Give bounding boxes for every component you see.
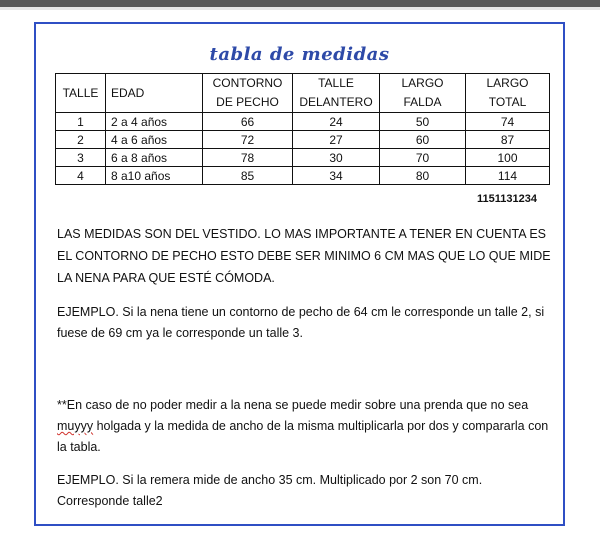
example-note-2: EJEMPLO. Si la remera mide de ancho 35 cm. Multiplicado por 2 son 70 cm. Corresponde talle2 [57, 473, 483, 508]
cell-talle: 2 [56, 131, 106, 149]
cell-largo-falda: 50 [380, 113, 466, 131]
cell-contorno: 85 [203, 167, 293, 185]
cell-talle-delantero: 30 [293, 149, 380, 167]
table-header-row [56, 74, 550, 113]
top-bar [0, 0, 600, 7]
cell-talle: 3 [56, 149, 106, 167]
size-chart-frame [34, 22, 565, 526]
header-largo-falda: LARGO FALDA [380, 74, 466, 113]
table-row [56, 131, 550, 149]
page-title: tabla de medidas [209, 44, 390, 65]
spellcheck-word: muyyy [57, 419, 94, 433]
header-edad: EDAD [106, 74, 203, 113]
header-contorno-pecho: CONTORNO DE PECHO [203, 74, 293, 113]
header-talle: TALLE [56, 74, 106, 113]
cell-largo-falda: 70 [380, 149, 466, 167]
top-bar-shadow [0, 7, 600, 10]
cell-largo-total: 74 [466, 113, 550, 131]
example-note-1: EJEMPLO. Si la nena tiene un contorno de pecho de 64 cm le corresponde un talle 2, si fuese de 69 cm ya le corresponde un talle 3. [57, 305, 545, 340]
header-largo-total: LARGO TOTAL [466, 74, 550, 113]
cell-talle-delantero: 24 [293, 113, 380, 131]
garment-measure-note: **En caso de no poder medir a la nena se puede medir sobre una prenda que no sea muyyy holgada y la medida de ancho de la misma multiplicarla por dos y compararla con la tabla. [57, 398, 549, 454]
measurement-note: LAS MEDIDAS SON DEL VESTIDO. LO MAS IMPORTANTE A TENER EN CUENTA ES EL CONTORNO DE PECHO ESTO DEBE SER MINIMO 6 CM MAS QUE LO QUE MIDE LA NENA PARA QUE ESTÉ CÓMODA. [57, 227, 551, 285]
cell-edad: 4 a 6 años [106, 131, 203, 149]
cell-talle-delantero: 27 [293, 131, 380, 149]
cell-edad: 2 a 4 años [106, 113, 203, 131]
cell-contorno: 72 [203, 131, 293, 149]
phone-number: 1151131234 [477, 193, 537, 205]
cell-largo-total: 100 [466, 149, 550, 167]
cell-talle: 1 [56, 113, 106, 131]
header-talle-delantero: TALLE DELANTERO [293, 74, 380, 113]
cell-edad: 6 a 8 años [106, 149, 203, 167]
table-row [56, 113, 550, 131]
cell-contorno: 78 [203, 149, 293, 167]
cell-largo-total: 87 [466, 131, 550, 149]
table-row [56, 167, 550, 185]
cell-largo-falda: 60 [380, 131, 466, 149]
cell-contorno: 66 [203, 113, 293, 131]
cell-largo-falda: 80 [380, 167, 466, 185]
size-table [55, 73, 550, 185]
cell-edad: 8 a10 años [106, 167, 203, 185]
cell-talle-delantero: 34 [293, 167, 380, 185]
cell-largo-total: 114 [466, 167, 550, 185]
cell-talle: 4 [56, 167, 106, 185]
table-row [56, 149, 550, 167]
